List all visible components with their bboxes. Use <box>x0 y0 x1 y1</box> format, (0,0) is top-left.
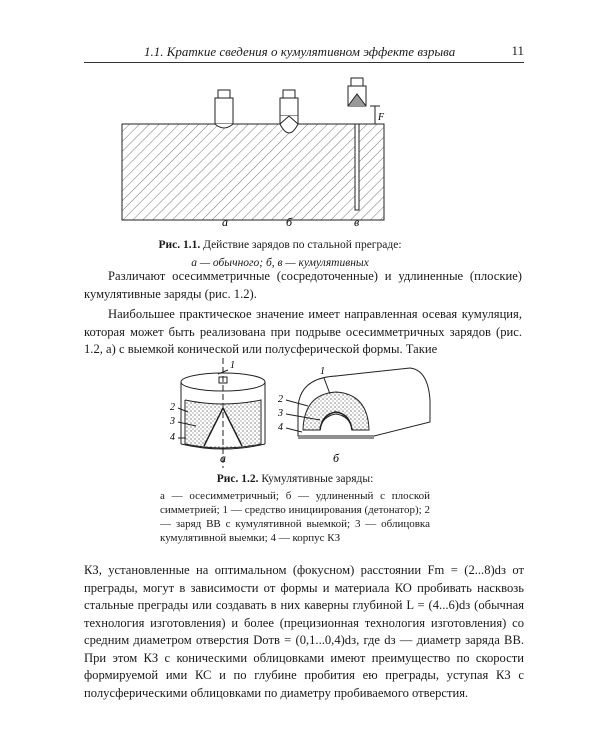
fig1-caption-line2: а — обычного; б, в — кумулятивных <box>191 257 369 269</box>
fig2-label-3b: 3 <box>278 408 283 419</box>
fig2-sublabel-b: б <box>333 451 340 465</box>
page-number: 11 <box>511 43 524 58</box>
running-header <box>84 40 524 60</box>
figure-1-1-caption <box>100 236 460 272</box>
figure-1-1-illustration <box>118 76 398 236</box>
standoff-label-F: F <box>378 112 385 123</box>
charge-a <box>215 90 233 128</box>
fig2-sublabel-a: а <box>220 451 226 465</box>
fig2-label-2a: 2 <box>170 402 175 413</box>
figure-1-2-caption <box>160 472 430 545</box>
fig2-caption-title: Рис. 1.2. <box>216 473 259 485</box>
fig1-label-c: в <box>354 215 360 229</box>
fig1-caption-title: Рис. 1.1. <box>158 239 201 251</box>
header-rule <box>84 62 524 63</box>
paragraph-2: Наибольшее практическое значение имеет направленная осевая кумуляция, которая может быть реализована при подрыве осесимметричных зарядов (рис. 1.2, а) с выемкой конической или полусферической формы. Такие <box>84 307 522 356</box>
paragraph-3: КЗ, установленные на оптимальном (фокусном) расстоянии Fm = (2...8)dз от преграды, могут в зависимости от формы и материала КО пробивать насквозь стальные преграды или создавать в них каверны глубиной L = (4...6)dз (обычная технология изготовления) и более (прецизионная технология изготовления) со средним диаметром отверстия Dотв = (0,1...0,4)dз, где dз — диаметр заряда ВВ. При этом КЗ с коническими облицовками имеют преимущество по скорости формируемой ими КС и по глубине пробития ею преграды, уступая КЗ с полусферическими облицовками по диаметру пробиваемого отверстия. <box>84 563 524 700</box>
fig1-caption-text: Действие зарядов по стальной преграде: <box>203 239 402 251</box>
fig2-label-1b: 1 <box>320 366 325 377</box>
fig2-label-1a: 1 <box>230 360 235 371</box>
fig1-label-b: б <box>286 215 293 229</box>
fig2-caption-text: Кумулятивные заряды: <box>261 473 374 485</box>
figure-1-2-illustration <box>158 358 438 468</box>
steel-plate <box>122 124 384 220</box>
running-title: 1.1. Краткие сведения о кумулятивном эффекте взрыва <box>144 44 456 59</box>
fig1-label-a: а <box>222 215 228 229</box>
fig2-label-4b: 4 <box>278 422 283 433</box>
fig2-label-4a: 4 <box>170 432 175 443</box>
fig2-label-2b: 2 <box>278 394 283 405</box>
charge-b <box>280 90 298 133</box>
linear-charge <box>298 368 430 438</box>
fig2-caption-body: а — осесимметричный; б — удлиненный с плоской симметрией; 1 — средство инициирования (детонатор); 2 — заряд ВВ с кумулятивной выемкой; 3 — облицовка кумулятивной выемки; 4 — корпус КЗ <box>160 490 430 544</box>
fig2-label-3a: 3 <box>170 416 175 427</box>
paragraph-1: Различают осесимметричные (сосредоточенные) и удлиненные (плоские) кумулятивные заряды (рис. 1.2). <box>84 269 522 301</box>
